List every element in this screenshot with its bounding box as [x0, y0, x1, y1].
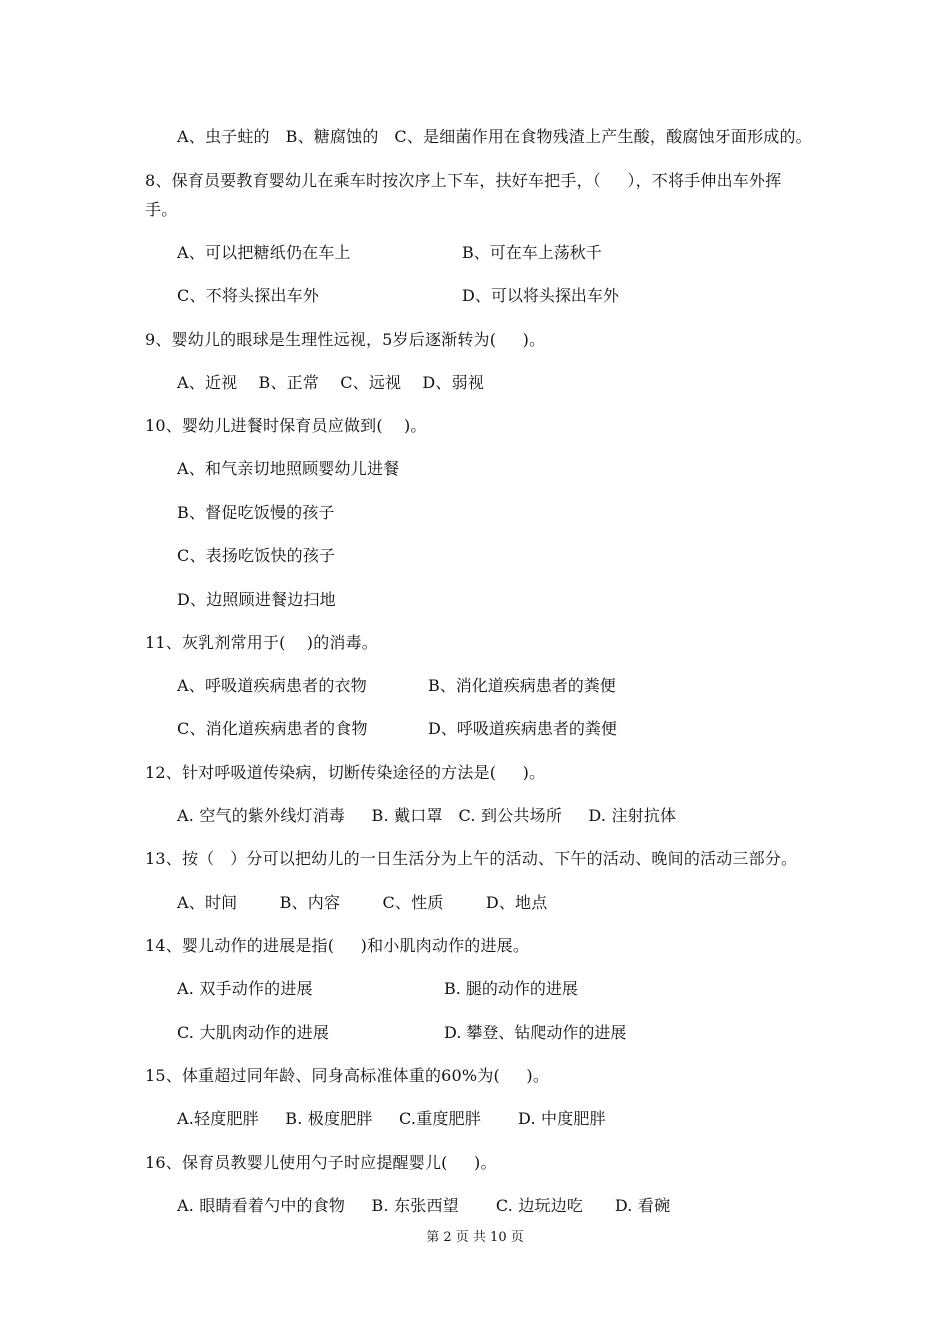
q14-option-d: D. 攀登、钻爬动作的进展 — [444, 1023, 627, 1042]
q14-option-a: A. 双手动作的进展 — [177, 979, 313, 998]
q7-options: A、虫子蛀的 B、糖腐蚀的 C、是细菌作用在食物残渣上产生酸，酸腐蚀牙面形成的。 — [177, 127, 812, 146]
q8-stem-line1: 8、保育员要教育婴幼儿在乘车时按次序上下车，扶好车把手，（ ），不将手伸出车外挥 — [145, 171, 782, 190]
q10-option-a: A、和气亲切地照顾婴幼儿进餐 — [177, 459, 400, 478]
q11-stem: 11、灰乳剂常用于( )的消毒。 — [145, 633, 378, 652]
q10-option-c: C、表扬吃饭快的孩子 — [177, 546, 336, 565]
q13-options: A、时间 B、内容 C、性质 D、地点 — [177, 893, 548, 912]
q9-options: A、近视 B、正常 C、远视 D、弱视 — [177, 373, 485, 392]
q12-stem: 12、针对呼吸道传染病，切断传染途径的方法是( )。 — [145, 763, 546, 782]
q15-stem: 15、体重超过同年龄、同身高标准体重的60%为( )。 — [145, 1066, 550, 1085]
page-footer: 第 2 页 共 10 页 — [426, 1230, 524, 1245]
q10-option-d: D、边照顾进餐边扫地 — [177, 590, 336, 609]
q16-options: A. 眼睛看着勺中的食物 B. 东张西望 C. 边玩边吃 D. 看碗 — [177, 1196, 671, 1215]
q11-option-d: D、呼吸道疾病患者的粪便 — [428, 719, 617, 738]
q13-stem: 13、按（ ）分可以把幼儿的一日生活分为上午的活动、下午的活动、晚间的活动三部分。 — [145, 849, 798, 868]
q16-stem: 16、保育员教婴儿使用勺子时应提醒婴儿( )。 — [145, 1153, 497, 1172]
q14-option-b: B. 腿的动作的进展 — [444, 979, 578, 998]
q11-option-a: A、呼吸道疾病患者的衣物 — [177, 676, 367, 695]
q15-options: A.轻度肥胖 B. 极度肥胖 C.重度肥胖 D. 中度肥胖 — [177, 1109, 606, 1128]
q8-stem-line2: 手。 — [145, 200, 178, 219]
q8-option-b: B、可在车上荡秋千 — [462, 243, 602, 262]
q11-option-b: B、消化道疾病患者的粪便 — [428, 676, 616, 695]
q8-option-a: A、可以把糖纸仍在车上 — [177, 243, 351, 262]
q8-option-d: D、可以将头探出车外 — [462, 286, 619, 305]
q10-stem: 10、婴幼儿进餐时保育员应做到( )。 — [145, 416, 427, 435]
q14-option-c: C. 大肌肉动作的进展 — [177, 1023, 330, 1042]
q9-stem: 9、婴幼儿的眼球是生理性远视，5岁后逐渐转为( )。 — [145, 330, 546, 349]
q12-options: A. 空气的紫外线灯消毒 B. 戴口罩 C. 到公共场所 D. 注射抗体 — [177, 806, 677, 825]
q8-option-c: C、不将头探出车外 — [177, 286, 320, 305]
q14-stem: 14、婴儿动作的进展是指( )和小肌肉动作的进展。 — [145, 936, 530, 955]
q10-option-b: B、督促吃饭慢的孩子 — [177, 503, 335, 522]
q11-option-c: C、消化道疾病患者的食物 — [177, 719, 368, 738]
